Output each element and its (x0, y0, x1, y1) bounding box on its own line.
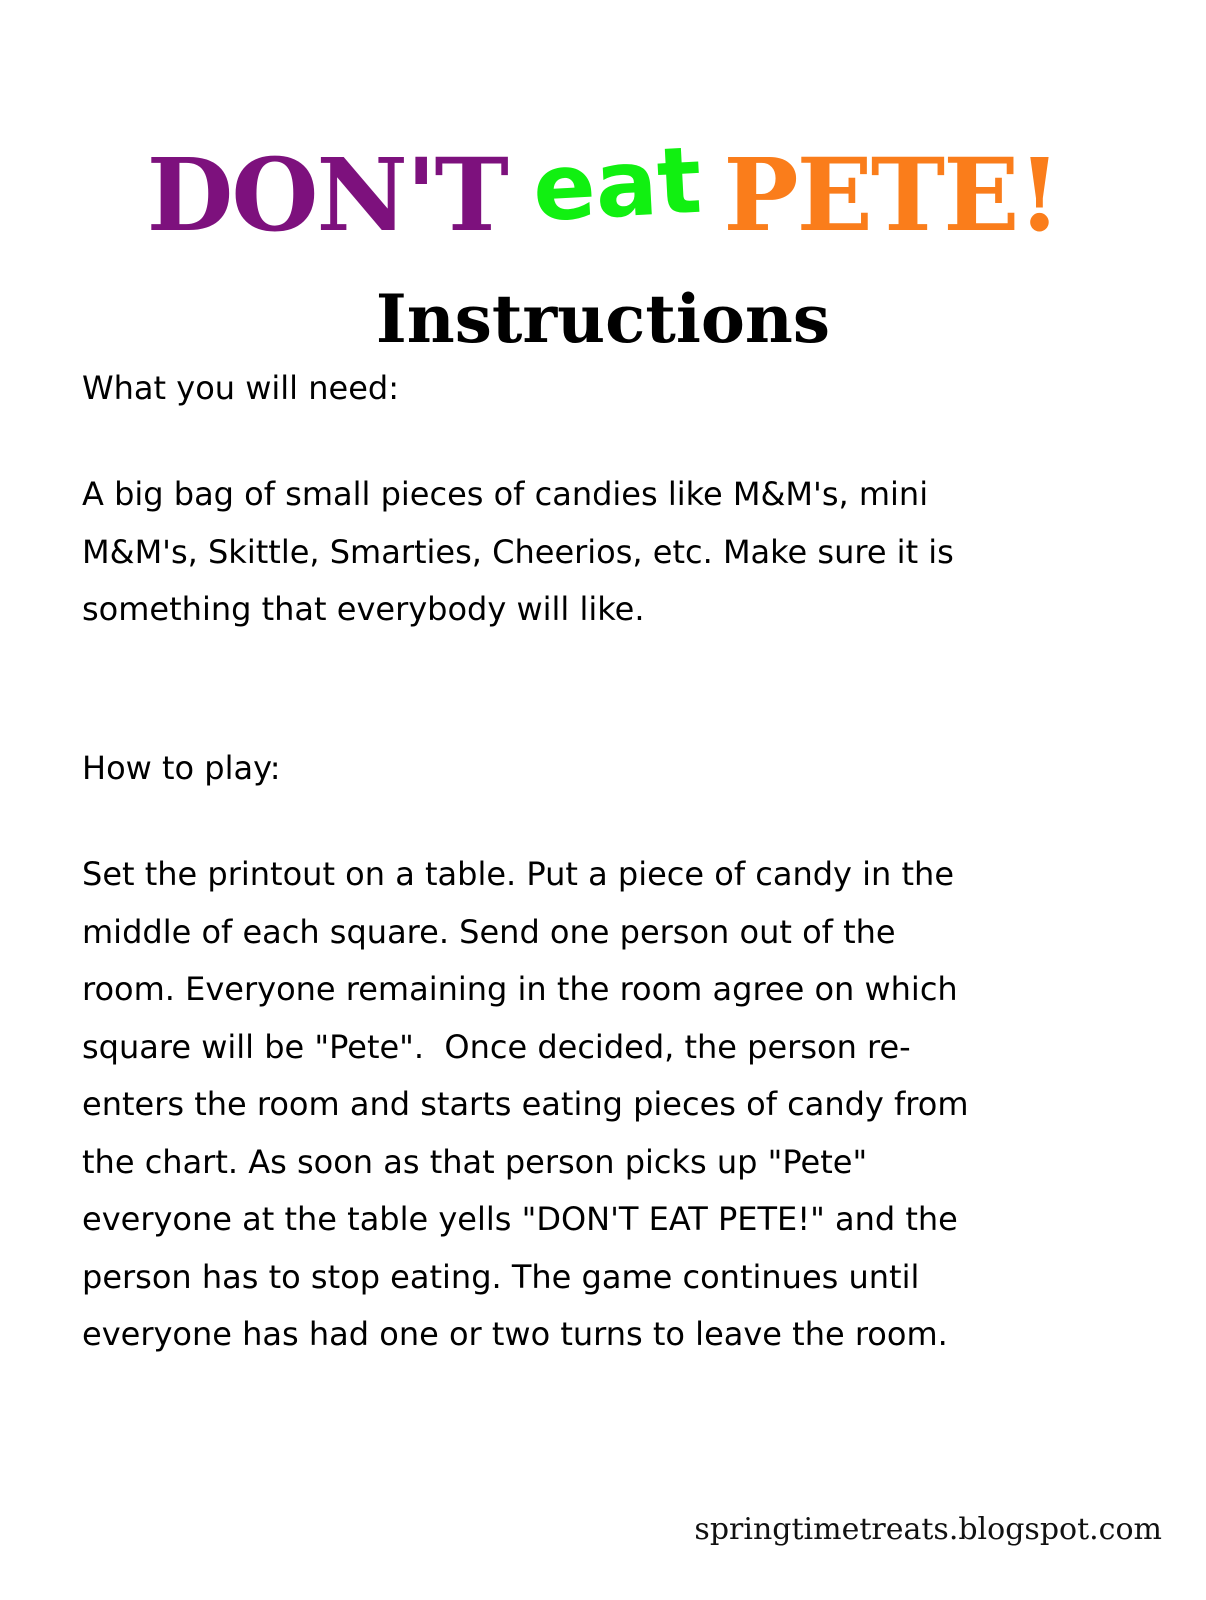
howto-line: everyone at the table yells "DON'T EAT PETE!" and the (82, 1200, 958, 1238)
howto-line: middle of each square. Send one person out of the (82, 912, 896, 951)
page-subtitle: Instructions (375, 279, 831, 358)
needs-line: A big bag of small pieces of candies like M&M's, mini (82, 475, 929, 513)
needs-paragraph (82, 466, 1142, 639)
needs-line: something that everybody will like. (82, 590, 645, 628)
title-word-eat: eat (530, 126, 705, 243)
howto-paragraph (82, 846, 1142, 1364)
needs-line: M&M's, Skittle, Smarties, Cheerios, etc. Make sure it is (82, 532, 954, 571)
howto-line: square will be "Pete". Once decided, the person re- (82, 1027, 911, 1066)
howto-line: enters the room and starts eating pieces of candy from (82, 1085, 969, 1123)
howto-line: person has to stop eating. The game continues until (82, 1257, 920, 1296)
howto-line: Set the printout on a table. Put a piece of candy in the (82, 855, 955, 893)
title-word-dont: DON'T (146, 136, 507, 254)
howto-line: everyone has had one or two turns to leave the room. (82, 1315, 948, 1353)
needs-heading: What you will need: (82, 369, 399, 407)
howto-heading: How to play: (82, 749, 281, 787)
howto-line: room. Everyone remaining in the room agree on which (82, 970, 958, 1008)
page-title (0, 126, 1206, 254)
blog-url-footer: springtimetreats.blogspot.com (694, 1512, 1162, 1547)
title-word-pete: PETE! (723, 136, 1060, 254)
howto-line: the chart. As soon as that person picks up "Pete" (82, 1142, 868, 1181)
